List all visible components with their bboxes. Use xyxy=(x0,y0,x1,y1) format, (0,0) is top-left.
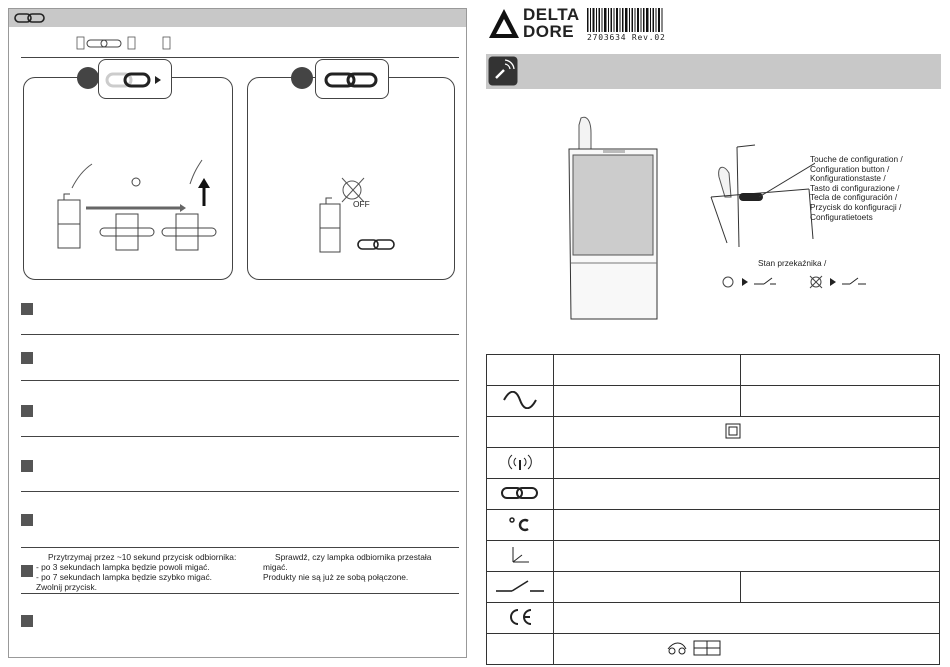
ce-mark-icon xyxy=(506,607,534,627)
power-sine-icon xyxy=(502,391,538,409)
brand-logo xyxy=(523,6,580,40)
language-marker xyxy=(21,405,33,417)
config-button-detail xyxy=(707,137,815,251)
divider xyxy=(21,436,459,437)
table-row xyxy=(487,479,940,510)
config-label: Tecla de configuración / xyxy=(810,192,898,203)
procedure-panel-unlink xyxy=(247,77,455,280)
divider xyxy=(21,380,459,381)
table-row xyxy=(487,417,940,448)
radio-antenna-icon xyxy=(507,453,533,471)
product-header-bar xyxy=(486,54,941,89)
link-chain-icon xyxy=(13,11,47,25)
double-insulation-icon xyxy=(725,423,741,439)
table-row xyxy=(487,510,940,541)
reset-line: Zwolnij przycisk. xyxy=(36,582,97,592)
device-link-icons xyxy=(75,33,185,53)
config-label: Tasto di configurazione / xyxy=(810,182,900,193)
table-row xyxy=(487,603,940,634)
link-chain-icon xyxy=(324,70,382,90)
table-row xyxy=(487,572,940,603)
receiver-product-drawing xyxy=(563,113,663,325)
link-chain-icon xyxy=(105,70,165,90)
section-header-bar xyxy=(9,9,466,27)
radio-receiver-icon xyxy=(488,56,518,86)
specs-table xyxy=(486,354,940,665)
left-page xyxy=(8,8,467,658)
divider xyxy=(21,547,459,548)
temperature-celsius-icon xyxy=(508,516,532,532)
language-marker xyxy=(21,303,33,315)
config-label: Touche de configuration / xyxy=(810,154,903,164)
table-row xyxy=(487,386,940,417)
language-marker xyxy=(21,514,33,526)
reset-line: - po 3 sekundach lampka będzie powoli migać. xyxy=(36,562,210,572)
relay-switch-icon xyxy=(494,578,546,594)
check-line: Sprawdź, czy lampka odbiornika przestała xyxy=(275,552,432,562)
link-icon-box xyxy=(315,59,389,99)
recycle-icon xyxy=(664,637,724,659)
relay-state-label: Stan przekaźnika / xyxy=(758,258,827,268)
table-row xyxy=(487,541,940,572)
link-chain-icon xyxy=(500,485,540,501)
pairing-illustration xyxy=(52,158,222,268)
barcode-text: 2703634 Rev.02 xyxy=(587,33,666,42)
reset-line: - po 7 sekundach lampka będzie szybko migać. xyxy=(36,572,212,582)
step-badge xyxy=(77,67,99,89)
language-marker-polish xyxy=(21,565,33,577)
reset-check xyxy=(263,552,453,582)
barcode-graphic xyxy=(587,8,663,32)
brand-line2: DORE xyxy=(523,22,575,41)
divider xyxy=(21,593,459,594)
divider xyxy=(21,334,459,335)
language-marker xyxy=(21,352,33,364)
procedure-panel-link xyxy=(23,77,233,280)
table-row xyxy=(487,634,940,665)
check-line: Produkty nie są już ze sobą połączone. xyxy=(263,572,409,582)
config-label: Configuratietoets xyxy=(810,211,873,222)
divider xyxy=(21,491,459,492)
ip-axis-icon xyxy=(509,545,531,565)
config-label: Konfigurationstaste / xyxy=(810,173,886,184)
delta-dore-logo-icon xyxy=(487,7,521,41)
language-marker xyxy=(21,615,33,627)
divider xyxy=(21,57,459,58)
off-label: OFF xyxy=(353,199,370,209)
table-row xyxy=(487,448,940,479)
table-row xyxy=(487,355,940,386)
step-badge xyxy=(291,67,313,89)
check-line: migać. xyxy=(263,562,288,572)
language-marker xyxy=(21,460,33,472)
config-button-labels xyxy=(810,155,945,222)
link-icon-box xyxy=(98,59,172,99)
reset-instructions xyxy=(36,552,258,592)
unlink-illustration xyxy=(318,174,408,260)
config-label: Przycisk do konfiguracji / xyxy=(810,201,902,212)
reset-line: Przytrzymaj przez ~10 sekund przycisk odbiornika: xyxy=(48,552,237,562)
brand-line1: DELTA xyxy=(523,5,580,24)
config-label: Configuration button / xyxy=(810,163,890,174)
relay-state-symbols xyxy=(720,272,868,292)
